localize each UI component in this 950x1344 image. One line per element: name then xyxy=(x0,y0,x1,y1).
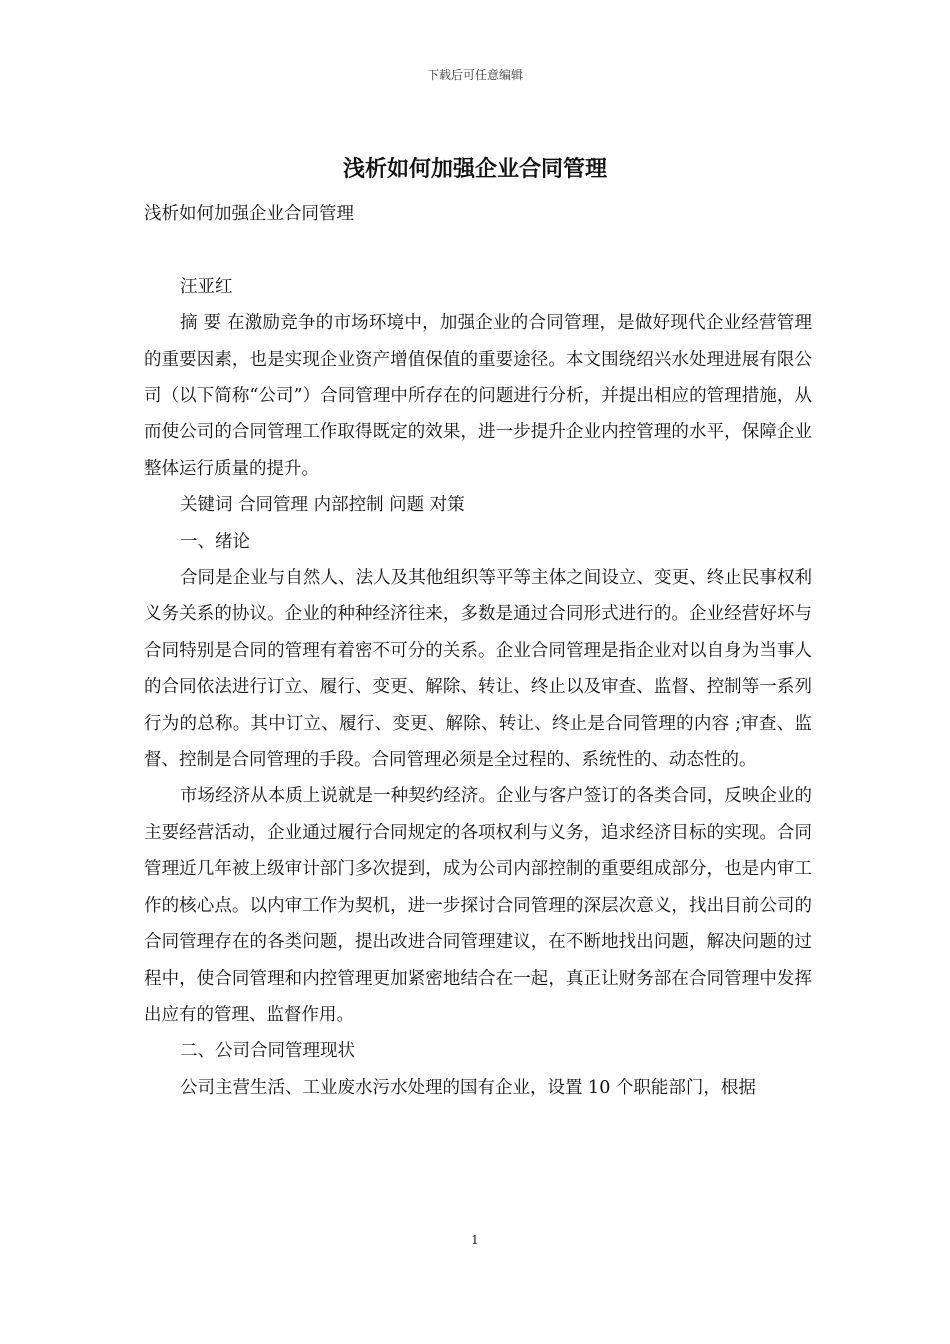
author-name: 汪亚红 xyxy=(180,276,233,297)
page-number: 1 xyxy=(471,1233,479,1247)
document-body xyxy=(144,196,812,1106)
section-heading-status: 二、公司合同管理现状 xyxy=(180,1041,355,1062)
keywords-line: 关键词 合同管理 内部控制 问题 对策 xyxy=(180,495,465,516)
page-header-note: 下载后可任意编辑 xyxy=(426,68,523,82)
document-title: 浅析如何加强企业合同管理 xyxy=(342,156,607,182)
section-heading-introduction: 一、绪论 xyxy=(180,531,250,552)
blank-line xyxy=(144,232,812,268)
body-paragraph: 公司主营生活、工业废水污水处理的国有企业，设置 10 个职能部门，根据 xyxy=(180,1077,756,1098)
document-subtitle: 浅析如何加强企业合同管理 xyxy=(144,204,354,224)
body-paragraph: 市场经济从本质上说就是一种契约经济。企业与客户签订的各类合同，反映企业的主要经营活动，企业通过履行合同规定的各项权利与义务，追求经济目标的实现。合同管理近几年被上级审计部门多次提到，成为公司内部控制的重要组成部分，也是内审工作的核心点。以内审工作为契机，进一步探讨合同管理的深层次意义，找出目前公司的合同管理存在的各类问题，提出改进合同管理建议，在不断地找出问题，解决问题的过程中，使合同管理和内控管理更加紧密地结合在一起，真正让财务部在合同管理中发挥出应有的管理、监督作用。 xyxy=(144,786,812,1025)
abstract-paragraph: 摘 要 在激励竞争的市场环境中，加强企业的合同管理，是做好现代企业经营管理的重要因素，也是实现企业资产增值保值的重要途径。本文围绕绍兴水处理进展有限公司（以下简称“公司”）合同管理中所存在的问题进行分析，并提出相应的管理措施，从而使公司的合同管理工作取得既定的效果，进一步提升企业内控管理的水平，保障企业整体运行质量的提升。 xyxy=(144,313,812,479)
body-paragraph: 合同是企业与自然人、法人及其他组织等平等主体之间设立、变更、终止民事权利义务关系的协议。企业的种种经济往来，多数是通过合同形式进行的。企业经营好坏与合同特别是合同的管理有着密不可分的关系。企业合同管理是指企业对以自身为当事人的合同依法进行订立、履行、变更、解除、转让、终止以及审查、监督、控制等一系列行为的总称。其中订立、履行、变更、解除、转让、终止是合同管理的内容 ;审查、监督、控制是合同管理的手段。合同管理必须是全过程的、系统性的、动态性的。 xyxy=(144,568,812,771)
